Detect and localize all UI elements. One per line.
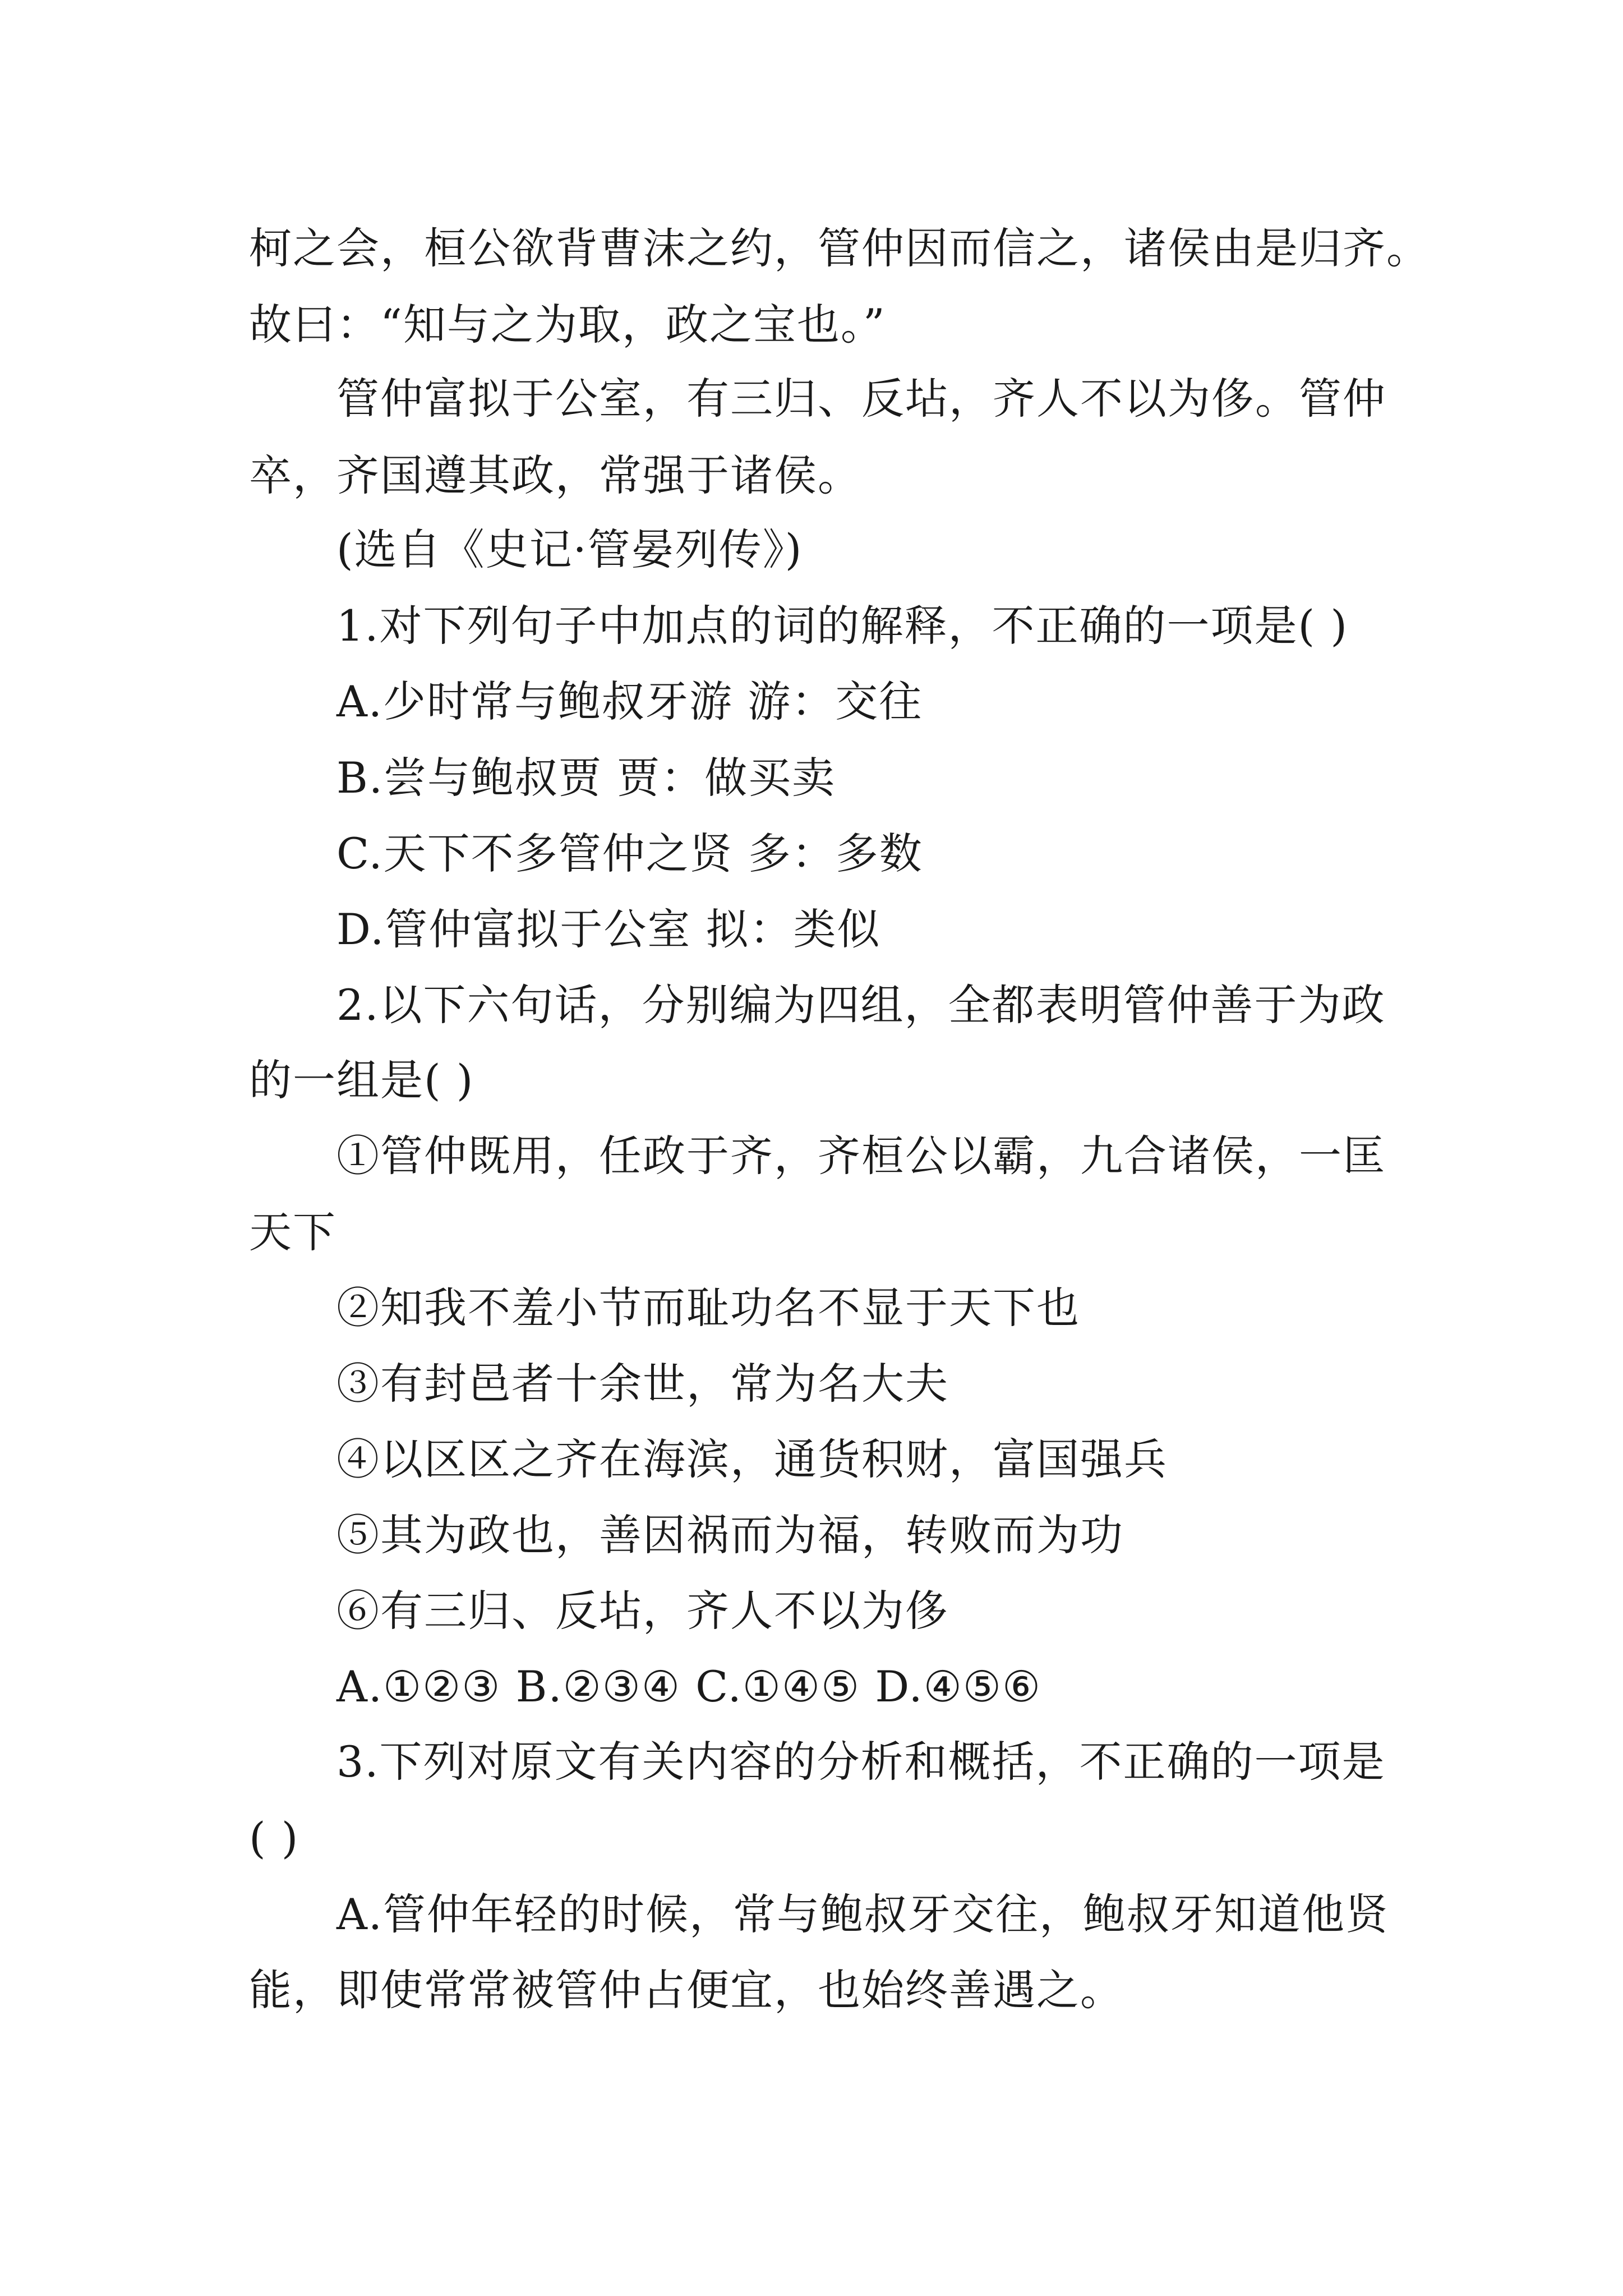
text-line: 柯之会，桓公欲背曹沫之约，管仲因而信之，诸侯由是归齐。 xyxy=(249,223,1430,273)
text-line: 故曰：“知与之为取，政之宝也。” xyxy=(249,300,886,349)
sentence-line: ②知我不羞小节而耻功名不显于天下也 xyxy=(336,1283,1080,1333)
sentence-line: ⑥有三归、反坫，齐人不以为侈 xyxy=(336,1586,949,1636)
sentence-line: ④以区区之齐在海滨，通货积财，富国强兵 xyxy=(336,1434,1168,1484)
option-line: A.管仲年轻的时候，常与鲍叔牙交往，鲍叔牙知道他贤 xyxy=(336,1889,1390,1939)
sentence-line: ⑤其为政也，善因祸而为福，转败而为功 xyxy=(336,1510,1124,1560)
option-line: B.尝与鲍叔贾 贾：做买卖 xyxy=(336,753,836,803)
question-2: 2.以下六句话，分别编为四组，全都表明管仲善于为政 xyxy=(336,980,1386,1030)
question-1: 1.对下列句子中加点的词的解释，不正确的一项是( ) xyxy=(336,601,1348,651)
sentence-line: ③有封邑者十余世，常为名大夫 xyxy=(336,1359,949,1409)
source-citation: (选自《史记·管晏列传》) xyxy=(336,524,803,574)
text-line: 天下 xyxy=(249,1207,336,1257)
option-line: A.少时常与鲍叔牙游 游：交往 xyxy=(336,677,923,726)
text-line: 管仲富拟于公室，有三归、反坫，齐人不以为侈。管仲 xyxy=(336,374,1386,424)
text-line: ( ) xyxy=(249,1813,299,1863)
sentence-line: ①管仲既用，任政于齐，齐桓公以霸，九合诸侯，一匡 xyxy=(336,1131,1386,1181)
text-line: 能，即使常常被管仲占便宜，也始终善遇之。 xyxy=(249,1965,1124,2015)
answer-options: A.①②③ B.②③④ C.①④⑤ D.④⑤⑥ xyxy=(336,1662,1042,1711)
question-3: 3.下列对原文有关内容的分析和概括，不正确的一项是 xyxy=(336,1737,1386,1787)
option-line: C.天下不多管仲之贤 多：多数 xyxy=(336,829,923,878)
text-line: 的一组是( ) xyxy=(249,1055,474,1105)
option-line: D.管仲富拟于公室 拟：类似 xyxy=(336,904,881,954)
text-line: 卒，齐国遵其政，常强于诸侯。 xyxy=(249,450,861,500)
